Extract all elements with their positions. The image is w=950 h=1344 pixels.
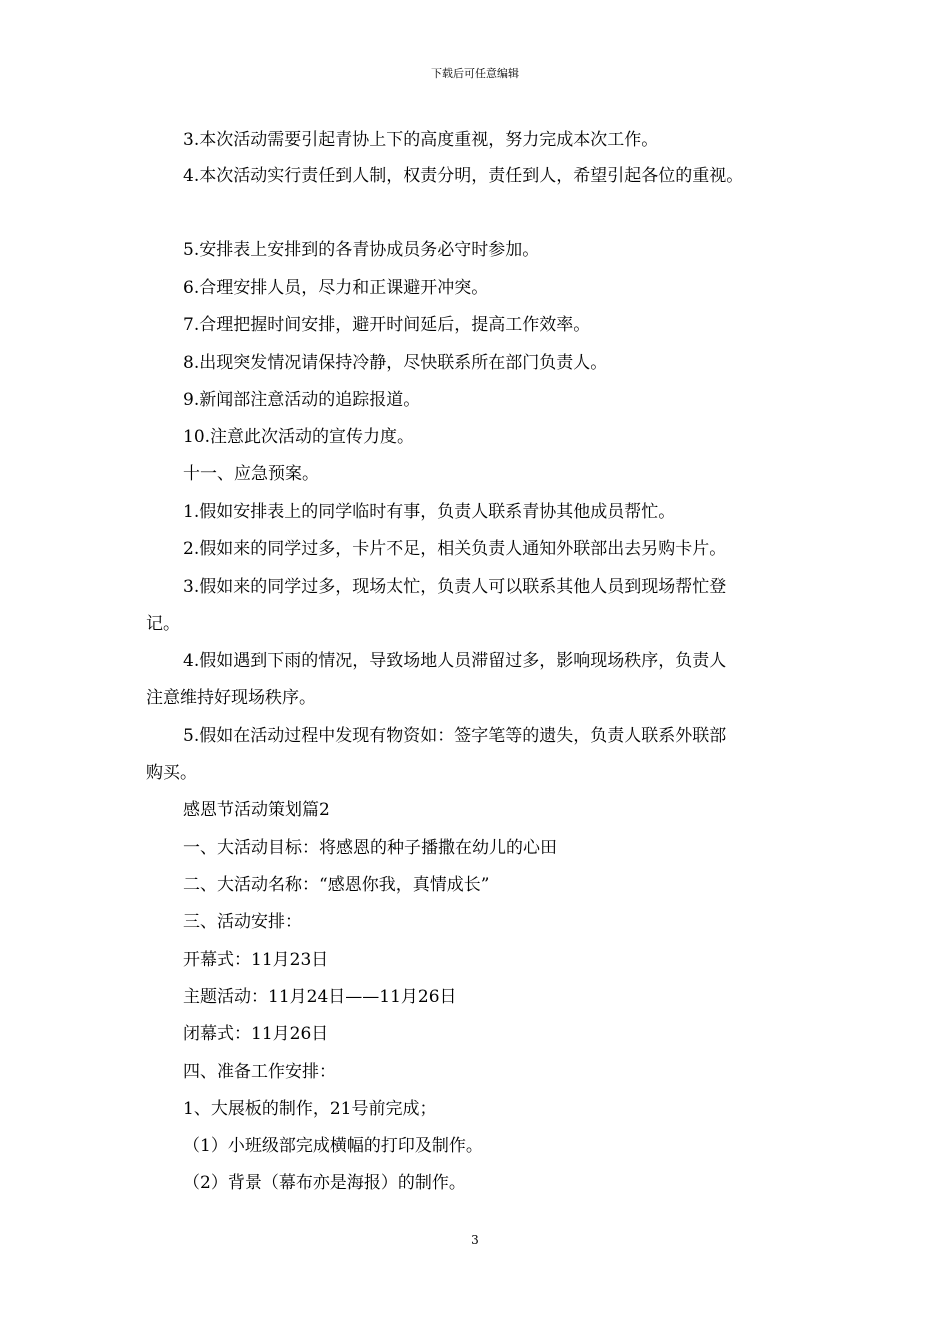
text-line: 5.安排表上安排到的各青协成员务必守时参加。: [183, 240, 540, 260]
text-line: 1.假如安排表上的同学临时有事，负责人联系青协其他成员帮忙。: [183, 502, 676, 522]
text-line: 注意维持好现场秩序。: [146, 688, 316, 708]
text-line: 4.假如遇到下雨的情况，导致场地人员滞留过多，影响现场秩序，负责人: [183, 651, 727, 671]
text-line: （2）背景（幕布亦是海报）的制作。: [183, 1173, 466, 1193]
text-line: 1、大展板的制作，21号前完成；: [183, 1099, 437, 1119]
text-line: 3.假如来的同学过多，现场太忙，负责人可以联系其他人员到现场帮忙登: [183, 577, 727, 597]
section-heading: 感恩节活动策划篇2: [183, 800, 330, 820]
text-line: 一、大活动目标：将感恩的种子播撒在幼儿的心田: [183, 838, 557, 858]
text-line: 10.注意此次活动的宣传力度。: [183, 427, 415, 447]
text-line: 3.本次活动需要引起青协上下的高度重视，努力完成本次工作。: [183, 130, 659, 150]
text-line: 主题活动：11月24日——11月26日: [183, 987, 457, 1007]
text-line: 二、大活动名称：“感恩你我，真情成长”: [183, 875, 490, 895]
text-line: 购买。: [146, 763, 197, 783]
text-line: 四、准备工作安排：: [183, 1062, 336, 1082]
text-line: 记。: [146, 614, 180, 634]
page-number: 3: [471, 1233, 479, 1247]
text-line: 5.假如在活动过程中发现有物资如：签字笔等的遗失，负责人联系外联部: [183, 726, 727, 746]
text-line: 开幕式：11月23日: [183, 950, 329, 970]
text-line: 6.合理安排人员，尽力和正课避开冲突。: [183, 278, 489, 298]
text-line: （1）小班级部完成横幅的打印及制作。: [183, 1136, 483, 1156]
text-line: 三、活动安排：: [183, 912, 302, 932]
text-line: 4.本次活动实行责任到人制，权责分明，责任到人，希望引起各位的重视。: [183, 166, 744, 186]
text-line: 闭幕式：11月26日: [183, 1024, 329, 1044]
page-header: 下载后可任意编辑: [431, 67, 519, 80]
text-line: 7.合理把握时间安排，避开时间延后，提高工作效率。: [183, 315, 591, 335]
text-line: 2.假如来的同学过多，卡片不足，相关负责人通知外联部出去另购卡片。: [183, 539, 727, 559]
text-line: 8.出现突发情况请保持冷静，尽快联系所在部门负责人。: [183, 353, 608, 373]
text-line: 9.新闻部注意活动的追踪报道。: [183, 390, 421, 410]
section-heading: 十一、应急预案。: [183, 464, 319, 484]
